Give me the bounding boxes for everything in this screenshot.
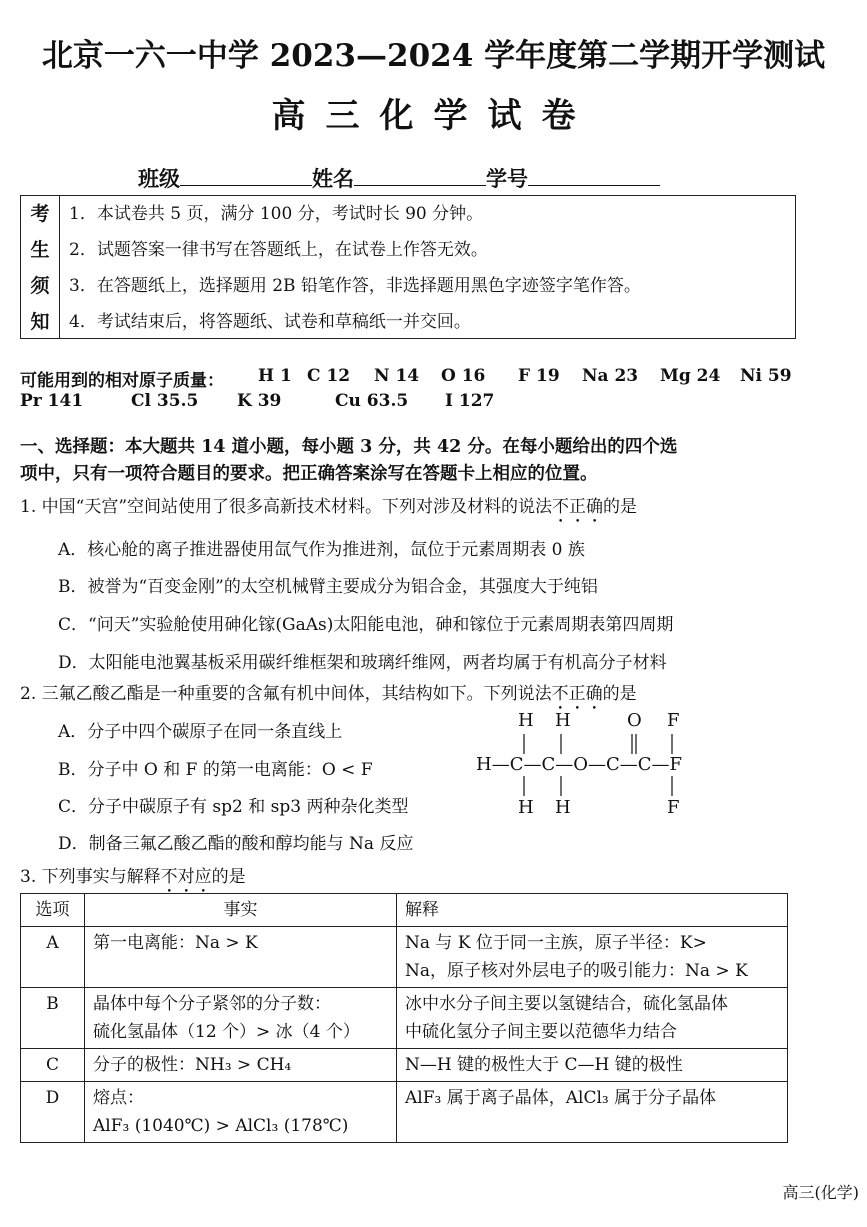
- table-cell-option: B: [21, 988, 85, 1049]
- q1-option-b: B．被誉为“百变金刚”的太空机械臂主要成分为铝合金，其强度大于纯铝: [58, 577, 598, 597]
- notice-side-char: 生: [30, 239, 50, 261]
- stem-text: 1. 中国“天宫”空间站使用了很多高新技术材料。下列对涉及材料的说法: [20, 497, 553, 517]
- atom-f: F: [667, 710, 680, 731]
- atomic-mass-item: C 12: [307, 366, 351, 386]
- notice-side-char: 须: [30, 275, 50, 297]
- section-heading-line: 项中，只有一项符合题目的要求。把正确答案涂写在答题卡上相应的位置。: [20, 464, 598, 484]
- cell-line: Na 与 K 位于同一主族，原子半径：K>: [405, 933, 707, 953]
- notice-side-label: [21, 196, 60, 338]
- table-row: [21, 927, 788, 988]
- emphasis-text: 不正确: [552, 497, 604, 517]
- atomic-mass-item: N 14: [374, 366, 420, 386]
- structural-formula: [476, 706, 726, 826]
- emphasis-text: 不正确: [551, 684, 603, 704]
- name-blank: [354, 165, 486, 186]
- cell-line: 冰中水分子间主要以氢键结合，硫化氢晶体: [405, 994, 728, 1014]
- atomic-mass-item: Na 23: [582, 366, 639, 386]
- table-cell-fact: [85, 1049, 397, 1082]
- cell-line: 硫化氢晶体（12 个）> 冰（4 个）: [93, 1022, 360, 1042]
- id-label: 学号: [486, 166, 528, 191]
- cell-line: 晶体中每个分子紧邻的分子数：: [93, 994, 331, 1014]
- table-cell-fact: [85, 927, 397, 988]
- atom-f: F: [667, 797, 680, 818]
- table-cell-option: D: [21, 1082, 85, 1143]
- notice-lines: [69, 196, 641, 340]
- notice-line: 4．考试结束后，将答题纸、试卷和草稿纸一并交回。: [69, 312, 471, 332]
- atomic-mass-item: F 19: [518, 366, 560, 386]
- table-cell-fact: [85, 988, 397, 1049]
- q3-table: [20, 893, 788, 1143]
- section-heading-line: 一、选择题：本大题共 14 道小题，每小题 3 分，共 42 分。在每小题给出的四个选: [20, 437, 678, 457]
- q2-option-c: C．分子中碳原子有 sp2 和 sp3 两种杂化类型: [58, 797, 409, 817]
- atomic-mass-item: Mg 24: [660, 366, 721, 386]
- cell-line: AlF₃ 属于离子晶体，AlCl₃ 属于分子晶体: [405, 1088, 717, 1108]
- exam-notice-box: [20, 195, 796, 339]
- q1-option-a: A．核心舱的离子推进器使用氙气作为推进剂，氙位于元素周期表 0 族: [58, 540, 585, 560]
- cell-line: 中硫化氢分子间主要以范德华力结合: [405, 1022, 677, 1042]
- notice-side-char: 知: [30, 311, 50, 333]
- atomic-mass-item: Cl 35.5: [131, 391, 199, 411]
- cell-line: 熔点：: [93, 1088, 144, 1108]
- atomic-mass-block: [20, 366, 860, 420]
- class-blank: [180, 165, 312, 186]
- cell-line: N—H 键的极性大于 C—H 键的极性: [405, 1055, 683, 1075]
- class-label: 班级: [138, 166, 180, 191]
- atomic-mass-item: K 39: [237, 391, 282, 411]
- table-cell-option: A: [21, 927, 85, 988]
- atom-h: H: [555, 710, 571, 731]
- atomic-mass-label: 可能用到的相对原子质量：: [20, 371, 224, 391]
- atom-h: H: [518, 710, 534, 731]
- table-cell-reason: [397, 1049, 788, 1082]
- structure-main-chain: H—C—C—O—C—C—F: [476, 754, 683, 775]
- table-header: 选项: [21, 894, 85, 927]
- atom-h: H: [518, 797, 534, 818]
- stem-tail: 的是: [602, 684, 637, 704]
- table-row: [21, 988, 788, 1049]
- cell-line: 分子的极性：NH₃ > CH₄: [93, 1055, 292, 1075]
- cell-line: Na，原子核对外层电子的吸引能力：Na > K: [405, 961, 748, 981]
- page-footer: 高三(化学): [782, 1183, 859, 1202]
- atomic-mass-item: Pr 141: [20, 391, 84, 411]
- q2-option-b: B．分子中 O 和 F 的第一电离能：O < F: [58, 760, 373, 780]
- table-row: [21, 1049, 788, 1082]
- q2-option-a: A．分子中四个碳原子在同一条直线上: [58, 722, 343, 742]
- table-row: [21, 1082, 788, 1143]
- notice-line: 1．本试卷共 5 页，满分 100 分，考试时长 90 分钟。: [69, 204, 484, 224]
- notice-line: 2．试题答案一律书写在答题纸上，在试卷上作答无效。: [69, 240, 488, 260]
- table-header: 事实: [85, 894, 397, 927]
- question-1-stem: [20, 492, 637, 527]
- stem-text: 3. 下列事实与解释: [20, 867, 161, 887]
- stem-tail: 的是: [211, 867, 246, 887]
- student-info-fields: [138, 163, 660, 193]
- emphasis-text: 不对应: [160, 867, 212, 887]
- id-blank: [528, 165, 660, 186]
- notice-side-char: 考: [30, 203, 50, 225]
- question-3-stem: [20, 862, 246, 897]
- q2-option-d: D．制备三氟乙酸乙酯的酸和醇均能与 Na 反应: [58, 834, 414, 854]
- name-label: 姓名: [312, 166, 354, 191]
- atomic-mass-item: H 1: [258, 366, 292, 386]
- table-header-row: [21, 894, 788, 927]
- stem-tail: 的是: [603, 497, 638, 517]
- table-cell-option: C: [21, 1049, 85, 1082]
- stem-text: 2. 三氟乙酸乙酯是一种重要的含氟有机中间体，其结构如下。下列说法: [20, 684, 552, 704]
- table-cell-reason: [397, 1082, 788, 1143]
- table-cell-fact: [85, 1082, 397, 1143]
- notice-line: 3．在答题纸上，选择题用 2B 铅笔作答，非选择题用黑色字迹签字笔作答。: [69, 276, 641, 296]
- q1-option-d: D．太阳能电池翼基板采用碳纤维框架和玻璃纤维网，两者均属于有机高分子材料: [58, 653, 667, 673]
- cell-line: 第一电离能：Na > K: [93, 933, 258, 953]
- table-cell-reason: [397, 927, 788, 988]
- exam-title: 北京一六一中学 2023—2024 学年度第二学期开学测试: [41, 38, 826, 74]
- atomic-mass-item: I 127: [445, 391, 495, 411]
- table-cell-reason: [397, 988, 788, 1049]
- atomic-mass-item: Cu 63.5: [335, 391, 409, 411]
- atom-h: H: [555, 797, 571, 818]
- q1-option-c: C．“问天”实验舱使用砷化镓(GaAs)太阳能电池，砷和镓位于元素周期表第四周期: [58, 615, 674, 635]
- atom-o: O: [627, 710, 642, 731]
- table-header: 解释: [397, 894, 788, 927]
- exam-subtitle: 高三化学试卷: [271, 96, 596, 136]
- section-heading: [20, 434, 840, 488]
- atomic-mass-item: Ni 59: [740, 366, 792, 386]
- cell-line: AlF₃ (1040℃) > AlCl₃ (178℃): [93, 1116, 349, 1136]
- atomic-mass-item: O 16: [441, 366, 486, 386]
